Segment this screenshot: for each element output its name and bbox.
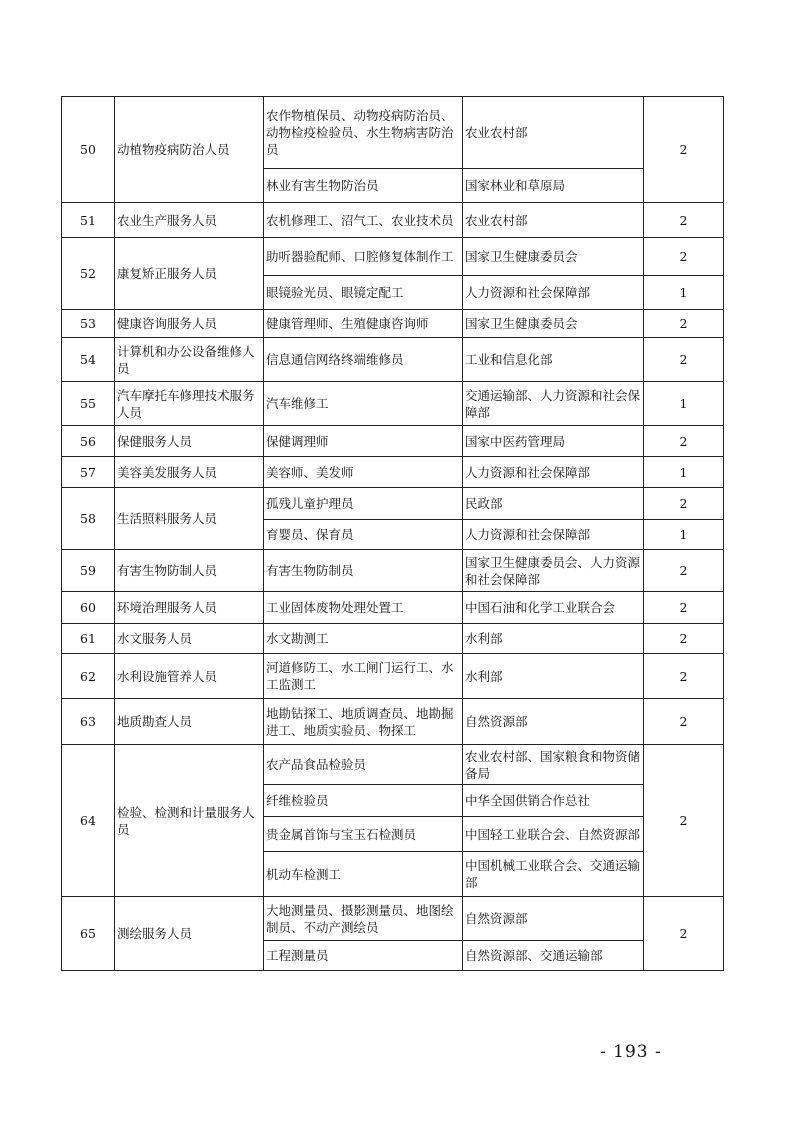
- row-number: 58: [62, 488, 115, 550]
- department-cell: 中华全国供销合作总社: [463, 785, 644, 817]
- level-cell: 2: [644, 238, 724, 276]
- occupation-cell: 保健调理师: [264, 426, 463, 457]
- level-cell: 2: [644, 426, 724, 457]
- category-cell: 地质勘查人员: [115, 699, 264, 745]
- category-cell: 检验、检测和计量服务人员: [115, 745, 264, 897]
- row-number: 55: [62, 382, 115, 426]
- row-number: 57: [62, 457, 115, 488]
- table-row: [62, 310, 724, 338]
- table-row: [62, 238, 724, 276]
- level-cell: 2: [644, 624, 724, 654]
- level-cell: 1: [644, 276, 724, 310]
- department-cell: 国家卫生健康委员会、人力资源和社会保障部: [463, 550, 644, 592]
- table-row: [62, 624, 724, 654]
- category-cell: 美容美发服务人员: [115, 457, 264, 488]
- level-cell: 2: [644, 310, 724, 338]
- occupation-cell: 农产品食品检验员: [264, 745, 463, 785]
- occupation-cell: 河道修防工、水工闸门运行工、水工监测工: [264, 654, 463, 699]
- department-cell: 国家卫生健康委员会: [463, 238, 644, 276]
- row-number: 60: [62, 592, 115, 624]
- level-cell: 2: [644, 338, 724, 382]
- table-row: [62, 457, 724, 488]
- department-cell: 农业农村部、国家粮食和物资储备局: [463, 745, 644, 785]
- row-number: 52: [62, 238, 115, 310]
- table-row: [62, 338, 724, 382]
- row-number: 64: [62, 745, 115, 897]
- occupation-cell: 水文勘测工: [264, 624, 463, 654]
- occupation-cell: 美容师、美发师: [264, 457, 463, 488]
- occupation-cell: 纤维检验员: [264, 785, 463, 817]
- department-cell: 工业和信息化部: [463, 338, 644, 382]
- department-cell: 中国机械工业联合会、交通运输部: [463, 852, 644, 897]
- department-cell: 自然资源部、交通运输部: [463, 941, 644, 971]
- department-cell: 水利部: [463, 624, 644, 654]
- category-cell: 保健服务人员: [115, 426, 264, 457]
- row-number: 56: [62, 426, 115, 457]
- occupation-cell: 工业固体废物处理处置工: [264, 592, 463, 624]
- table-row: [62, 426, 724, 457]
- level-cell: 2: [644, 550, 724, 592]
- category-cell: 有害生物防制人员: [115, 550, 264, 592]
- occupation-cell: 有害生物防制员: [264, 550, 463, 592]
- level-cell: 2: [644, 654, 724, 699]
- department-cell: 自然资源部: [463, 897, 644, 941]
- table-row: [62, 488, 724, 520]
- category-cell: 环境治理服务人员: [115, 592, 264, 624]
- row-number: 61: [62, 624, 115, 654]
- category-cell: 农业生产服务人员: [115, 203, 264, 238]
- row-number: 51: [62, 203, 115, 238]
- department-cell: 民政部: [463, 488, 644, 520]
- category-cell: 水利设施管养人员: [115, 654, 264, 699]
- occupation-cell: 大地测量员、摄影测量员、地图绘制员、不动产测绘员: [264, 897, 463, 941]
- level-cell: 2: [644, 745, 724, 897]
- row-number: 53: [62, 310, 115, 338]
- department-cell: 农业农村部: [463, 97, 644, 169]
- department-cell: 交通运输部、人力资源和社会保障部: [463, 382, 644, 426]
- row-number: 65: [62, 897, 115, 971]
- category-cell: 汽车摩托车修理技术服务人员: [115, 382, 264, 426]
- table-row: [62, 654, 724, 699]
- occupation-cell: 农作物植保员、动物疫病防治员、动物检疫检验员、水生物病害防治员: [264, 97, 463, 169]
- occupation-cell: 地勘钻探工、地质调查员、地勘掘进工、地质实验员、物探工: [264, 699, 463, 745]
- level-cell: 2: [644, 203, 724, 238]
- department-cell: 自然资源部: [463, 699, 644, 745]
- category-cell: 计算机和办公设备维修人员: [115, 338, 264, 382]
- department-cell: 人力资源和社会保障部: [463, 276, 644, 310]
- level-cell: 1: [644, 382, 724, 426]
- table-row: [62, 550, 724, 592]
- occupation-cell: 工程测量员: [264, 941, 463, 971]
- table-row: [62, 897, 724, 941]
- occupation-cell: 农机修理工、沼气工、农业技术员: [264, 203, 463, 238]
- level-cell: 2: [644, 488, 724, 520]
- occupation-cell: 贵金属首饰与宝玉石检测员: [264, 817, 463, 852]
- page-number: - 193 -: [600, 1042, 662, 1062]
- table-row: [62, 745, 724, 785]
- occupation-cell: 育婴员、保育员: [264, 520, 463, 550]
- level-cell: 2: [644, 897, 724, 971]
- department-cell: 人力资源和社会保障部: [463, 457, 644, 488]
- category-cell: 测绘服务人员: [115, 897, 264, 971]
- department-cell: 中国轻工业联合会、自然资源部: [463, 817, 644, 852]
- occupation-cell: 眼镜验光员、眼镜定配工: [264, 276, 463, 310]
- table-row: [62, 97, 724, 169]
- occupation-cell: 林业有害生物防治员: [264, 169, 463, 203]
- level-cell: 1: [644, 457, 724, 488]
- occupation-table: [61, 96, 724, 971]
- row-number: 59: [62, 550, 115, 592]
- category-cell: 生活照料服务人员: [115, 488, 264, 550]
- table-row: [62, 592, 724, 624]
- row-number: 62: [62, 654, 115, 699]
- occupation-cell: 汽车维修工: [264, 382, 463, 426]
- occupation-cell: 助听器验配师、口腔修复体制作工: [264, 238, 463, 276]
- department-cell: 国家中医药管理局: [463, 426, 644, 457]
- level-cell: 2: [644, 699, 724, 745]
- category-cell: 水文服务人员: [115, 624, 264, 654]
- category-cell: 健康咨询服务人员: [115, 310, 264, 338]
- category-cell: 动植物疫病防治人员: [115, 97, 264, 203]
- row-number: 63: [62, 699, 115, 745]
- table-row: [62, 699, 724, 745]
- row-number: 54: [62, 338, 115, 382]
- row-number: 50: [62, 97, 115, 203]
- occupation-cell: 健康管理师、生殖健康咨询师: [264, 310, 463, 338]
- level-cell: 2: [644, 592, 724, 624]
- table-row: [62, 203, 724, 238]
- category-cell: 康复矫正服务人员: [115, 238, 264, 310]
- occupation-cell: 孤残儿童护理员: [264, 488, 463, 520]
- department-cell: 国家卫生健康委员会: [463, 310, 644, 338]
- occupation-cell: 机动车检测工: [264, 852, 463, 897]
- department-cell: 水利部: [463, 654, 644, 699]
- occupation-table-body: [62, 97, 724, 971]
- department-cell: 国家林业和草原局: [463, 169, 644, 203]
- level-cell: 1: [644, 520, 724, 550]
- department-cell: 农业农村部: [463, 203, 644, 238]
- occupation-cell: 信息通信网络终端维修员: [264, 338, 463, 382]
- department-cell: 人力资源和社会保障部: [463, 520, 644, 550]
- department-cell: 中国石油和化学工业联合会: [463, 592, 644, 624]
- table-row: [62, 382, 724, 426]
- level-cell: 2: [644, 97, 724, 203]
